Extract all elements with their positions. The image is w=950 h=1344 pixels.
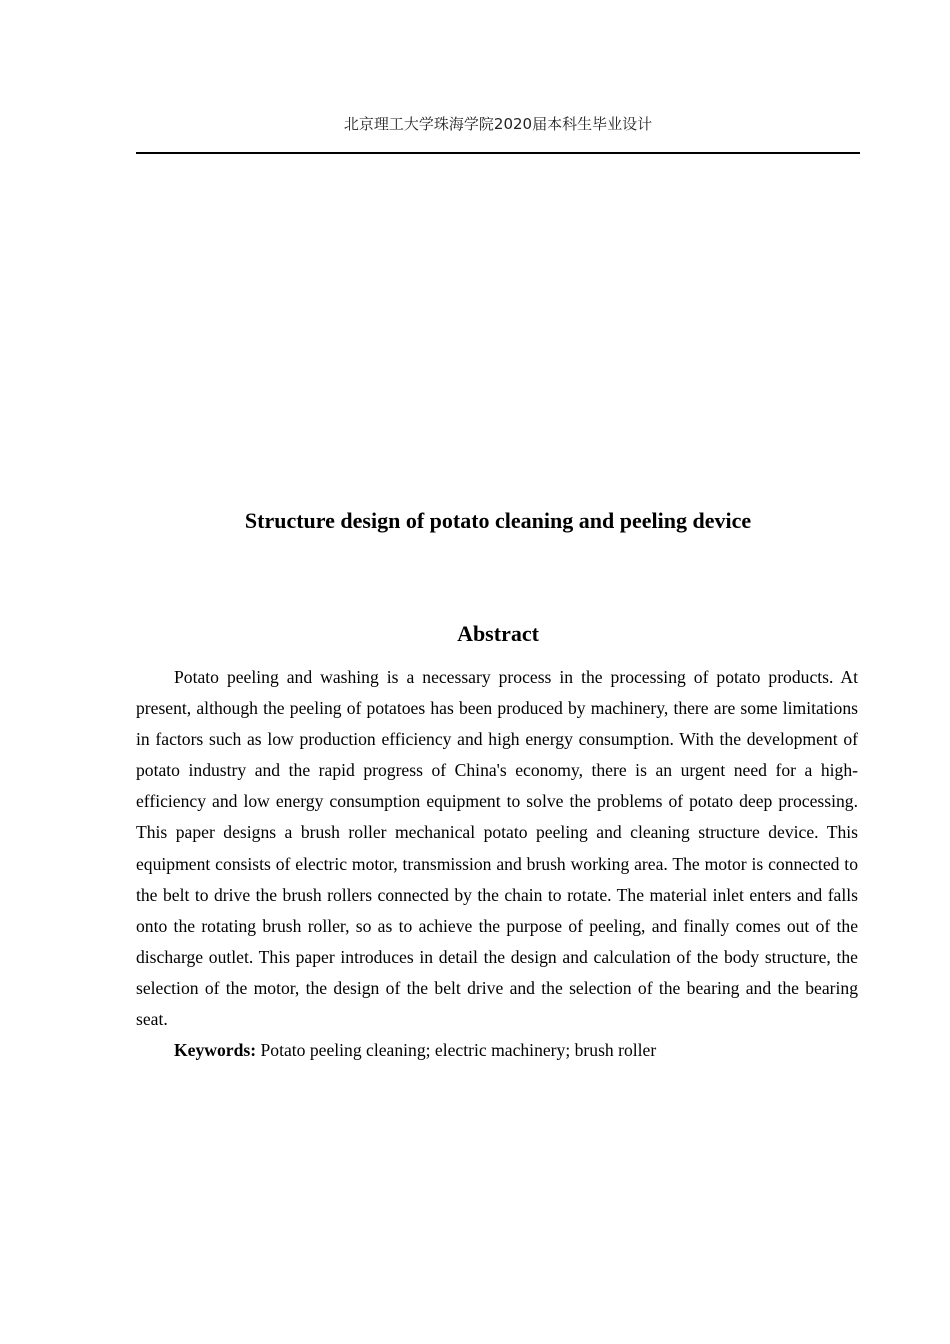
page-header: 北京理工大学珠海学院2020届本科生毕业设计 xyxy=(343,115,653,133)
keywords-line xyxy=(136,1035,858,1066)
keywords-text: Potato peeling cleaning; electric machinery; brush roller xyxy=(256,1040,657,1060)
abstract-heading: Abstract xyxy=(457,621,539,646)
abstract-paragraph: Potato peeling and washing is a necessary process in the processing of potato products. At present, although the peeling of potatoes has been produced by machinery, there are some limitations in factors such as low production efficiency and high energy consumption. With the development of potato industry and the rapid progress of China's economy, there is an urgent need for a high-efficiency and low energy consumption equipment to solve the problems of potato deep processing. This paper designs a brush roller mechanical potato peeling and cleaning structure device. This equipment consists of electric motor, transmission and brush working area. The motor is connected to the belt to drive the brush rollers connected by the chain to rotate. The material inlet enters and falls onto the rotating brush roller, so as to achieve the purpose of peeling, and finally comes out of the discharge outlet. This paper introduces in detail the design and calculation of the body structure, the selection of the motor, the design of the belt drive and the selection of the bearing and the bearing seat. xyxy=(136,667,858,1030)
header-rule xyxy=(136,152,860,154)
paper-title: Structure design of potato cleaning and peeling device xyxy=(244,508,752,533)
keywords-label: Keywords: xyxy=(174,1040,257,1060)
